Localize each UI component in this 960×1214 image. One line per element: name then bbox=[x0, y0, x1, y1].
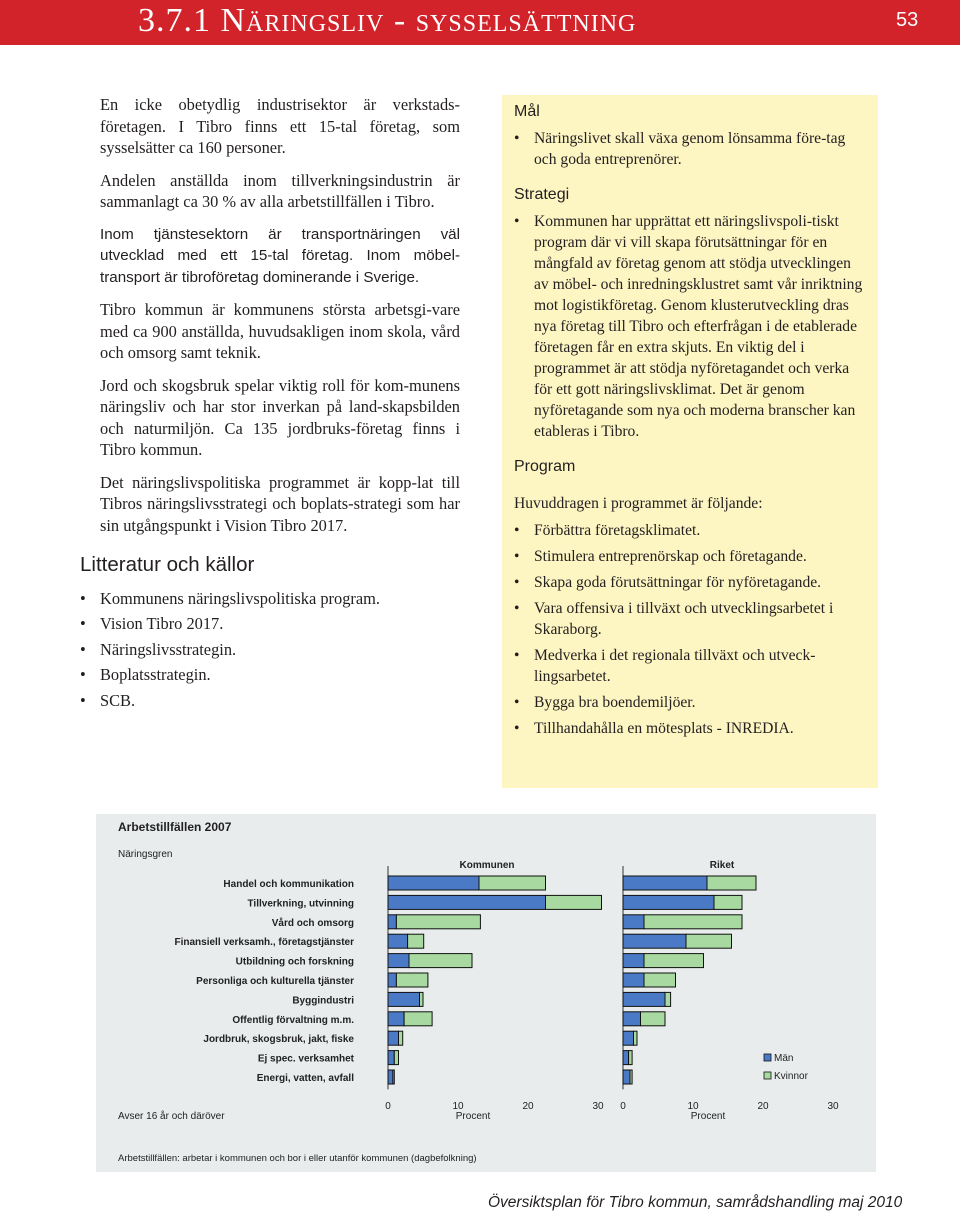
bar-man bbox=[388, 973, 396, 987]
tick-label: 20 bbox=[757, 1101, 769, 1112]
program-list bbox=[514, 520, 866, 739]
category-label: Personliga och kulturella tjänster bbox=[196, 976, 354, 987]
bar-man bbox=[623, 876, 707, 890]
bar-man bbox=[623, 915, 644, 929]
paragraph: Inom tjänstesektorn är transportnäringen väl utvecklad med ett 15-tal företag. Inom möbel-transport är tibroföretag dominerande i Sverige. bbox=[100, 225, 460, 286]
axis-label: Procent bbox=[690, 1111, 726, 1122]
tick-label: 30 bbox=[827, 1101, 839, 1112]
bar-man bbox=[388, 1070, 393, 1084]
legend-swatch bbox=[764, 1072, 771, 1079]
tick-label: 0 bbox=[385, 1101, 391, 1112]
employment-chart bbox=[96, 814, 876, 1172]
category-label: Finansiell verksamh., företagstjänster bbox=[174, 937, 354, 949]
bar-man bbox=[388, 1051, 394, 1065]
bar-kvinnor bbox=[409, 954, 472, 968]
bar-man bbox=[388, 876, 479, 890]
bar-man bbox=[388, 934, 408, 948]
list-item: • Näringslivsstrategin. bbox=[80, 639, 460, 661]
list-item: • Förbättra företagsklimatet. bbox=[514, 520, 866, 541]
category-label: Handel och kommunikation bbox=[223, 879, 354, 890]
bar-man bbox=[623, 1070, 630, 1084]
bar-kvinnor bbox=[644, 954, 704, 968]
bar-man bbox=[388, 992, 420, 1006]
footer: Översiktsplan för Tibro kommun, samrådshandling maj 2010 bbox=[488, 1194, 903, 1211]
page-number: 53 bbox=[896, 9, 919, 31]
category-label: Ej spec. verksamhet bbox=[257, 1053, 354, 1065]
bar-man bbox=[623, 973, 644, 987]
category-label: Vård och omsorg bbox=[271, 917, 354, 929]
chart-frame bbox=[96, 814, 876, 1172]
paragraph: Tibro kommun är kommunens största arbetsgi-vare med ca 900 anställda, huvudsakligen inom skola, vård och omsorg samt teknik. bbox=[100, 300, 460, 362]
bar-kvinnor bbox=[665, 992, 671, 1006]
tick-label: 10 bbox=[687, 1101, 699, 1112]
section-title: 3.7.1 Näringsliv - sysselsättning bbox=[138, 2, 637, 39]
literature-list bbox=[80, 588, 460, 712]
bar-man bbox=[623, 1051, 629, 1065]
bar-kvinnor bbox=[630, 1070, 632, 1084]
info-box bbox=[502, 95, 878, 788]
mal-list bbox=[514, 128, 866, 170]
axis-label: Procent bbox=[455, 1111, 491, 1122]
list-item: • Medverka i det regionala tillväxt och utveck-lingsarbetet. bbox=[514, 645, 866, 687]
tick-label: 30 bbox=[592, 1101, 604, 1112]
bar-kvinnor bbox=[644, 915, 742, 929]
list-item: • SCB. bbox=[80, 690, 460, 712]
strategi-list bbox=[514, 211, 866, 442]
bar-man bbox=[623, 1012, 641, 1026]
bar-man bbox=[388, 1031, 399, 1045]
legend-label: Kvinnor bbox=[774, 1071, 808, 1082]
bar-kvinnor bbox=[408, 934, 424, 948]
paragraph: Det näringslivspolitiska programmet är kopp-lat till Tibros näringslivsstrategi och boplats-strategi som har sin utgångspunkt i Vision Tibro 2017. bbox=[100, 472, 460, 535]
bar-kvinnor bbox=[707, 876, 756, 890]
chart-title: Arbetstillfällen 2007 bbox=[118, 820, 232, 834]
tick-label: 0 bbox=[620, 1101, 626, 1112]
paragraph: En icke obetydlig industrisektor är verkstads-företagen. I Tibro finns ett 15-tal företag, som sysselsätter ca 160 personer. bbox=[100, 95, 460, 157]
bar-kvinnor bbox=[404, 1012, 432, 1026]
bar-man bbox=[388, 954, 409, 968]
category-label: Energi, vatten, avfall bbox=[256, 1073, 354, 1084]
bar-kvinnor bbox=[686, 934, 732, 948]
literature-heading: Litteratur och källor bbox=[80, 553, 255, 576]
bar-kvinnor bbox=[644, 973, 676, 987]
panel-title: Kommunen bbox=[459, 860, 515, 871]
program-heading: Program bbox=[514, 458, 576, 475]
list-item: • Näringslivet skall växa genom lönsamma före-tag och goda entreprenörer. bbox=[514, 128, 866, 170]
bar-kvinnor bbox=[629, 1051, 633, 1065]
bar-kvinnor bbox=[394, 1051, 398, 1065]
list-item: • Kommunen har upprättat ett näringslivspoli-tiskt program där vi vill skapa förutsättningar för en mångfald av företag genom att stödja utvecklingen av möbel- och inredningsklustret samt vår inriktning mot logistikföretag. Genom klusterutveckling dras nya företag till Tibro och efterfrågan i de etablerade företagen får en extra skjuts. En viktig del i programmet är att stödja nyföretagandet och verka för ett gott näringslivsklimat. Det är genom nyföretagande som nya och moderna branscher kan etableras i Tibro. bbox=[514, 211, 866, 442]
paragraph: Jord och skogsbruk spelar viktig roll för kom-munens näringsliv och har stor inverkan på land-skapsbilden och naturmiljön. Ca 135 jordbruks-företag finns i Tibro kommun. bbox=[100, 375, 460, 459]
category-label: Offentlig förvaltning m.m. bbox=[232, 1014, 354, 1026]
category-label: Jordbruk, skogsbruk, jakt, fiske bbox=[203, 1034, 354, 1046]
chart-note: Arbetstillfällen: arbetar i kommunen och bor i eller utanför kommunen (dagbefolkning) bbox=[118, 1153, 477, 1164]
bar-kvinnor bbox=[399, 1031, 403, 1045]
category-header: Näringsgren bbox=[118, 849, 173, 860]
bar-man bbox=[623, 934, 686, 948]
list-item: • Stimulera entreprenörskap och företagande. bbox=[514, 546, 866, 567]
bar-kvinnor bbox=[420, 992, 424, 1006]
chart-note: Avser 16 år och däröver bbox=[118, 1111, 225, 1122]
bar-kvinnor bbox=[546, 895, 602, 909]
bar-kvinnor bbox=[714, 895, 742, 909]
bar-man bbox=[623, 992, 665, 1006]
category-label: Utbildning och forskning bbox=[235, 956, 354, 968]
bar-man bbox=[623, 895, 714, 909]
bar-kvinnor bbox=[396, 973, 428, 987]
tick-label: 10 bbox=[452, 1101, 464, 1112]
bar-man bbox=[388, 915, 396, 929]
left-column bbox=[80, 94, 460, 715]
list-item: • Boplatsstrategin. bbox=[80, 664, 460, 686]
bar-man bbox=[623, 954, 644, 968]
bar-man bbox=[388, 1012, 404, 1026]
bar-kvinnor bbox=[641, 1012, 666, 1026]
category-label: Tillverkning, utvinning bbox=[247, 898, 354, 910]
program-intro: Huvuddragen i programmet är följande: bbox=[514, 495, 763, 512]
bar-kvinnor bbox=[393, 1070, 394, 1084]
bar-kvinnor bbox=[479, 876, 546, 890]
tick-label: 20 bbox=[522, 1101, 534, 1112]
list-item: • Vara offensiva i tillväxt och utvecklingsarbetet i Skaraborg. bbox=[514, 598, 866, 640]
bar-man bbox=[388, 895, 546, 909]
legend-swatch bbox=[764, 1054, 771, 1061]
category-label: Byggindustri bbox=[292, 995, 354, 1007]
legend-label: Män bbox=[774, 1053, 794, 1064]
list-item: • Kommunens näringslivspolitiska program. bbox=[80, 588, 460, 610]
bar-kvinnor bbox=[396, 915, 480, 929]
mal-heading: Mål bbox=[514, 103, 540, 120]
header-bar bbox=[0, 0, 960, 45]
bar-man bbox=[623, 1031, 634, 1045]
list-item: • Bygga bra boendemiljöer. bbox=[514, 692, 866, 713]
list-item: • Vision Tibro 2017. bbox=[80, 613, 460, 635]
strategi-heading: Strategi bbox=[514, 186, 570, 203]
list-item: • Tillhandahålla en mötesplats - INREDIA. bbox=[514, 718, 866, 739]
bar-kvinnor bbox=[634, 1031, 638, 1045]
panel-title: Riket bbox=[709, 860, 735, 871]
paragraph: Andelen anställda inom tillverkningsindustrin är sammanlagt ca 30 % av alla arbetstillfällen i Tibro. bbox=[100, 170, 460, 211]
list-item: • Skapa goda förutsättningar för nyföretagande. bbox=[514, 572, 866, 593]
